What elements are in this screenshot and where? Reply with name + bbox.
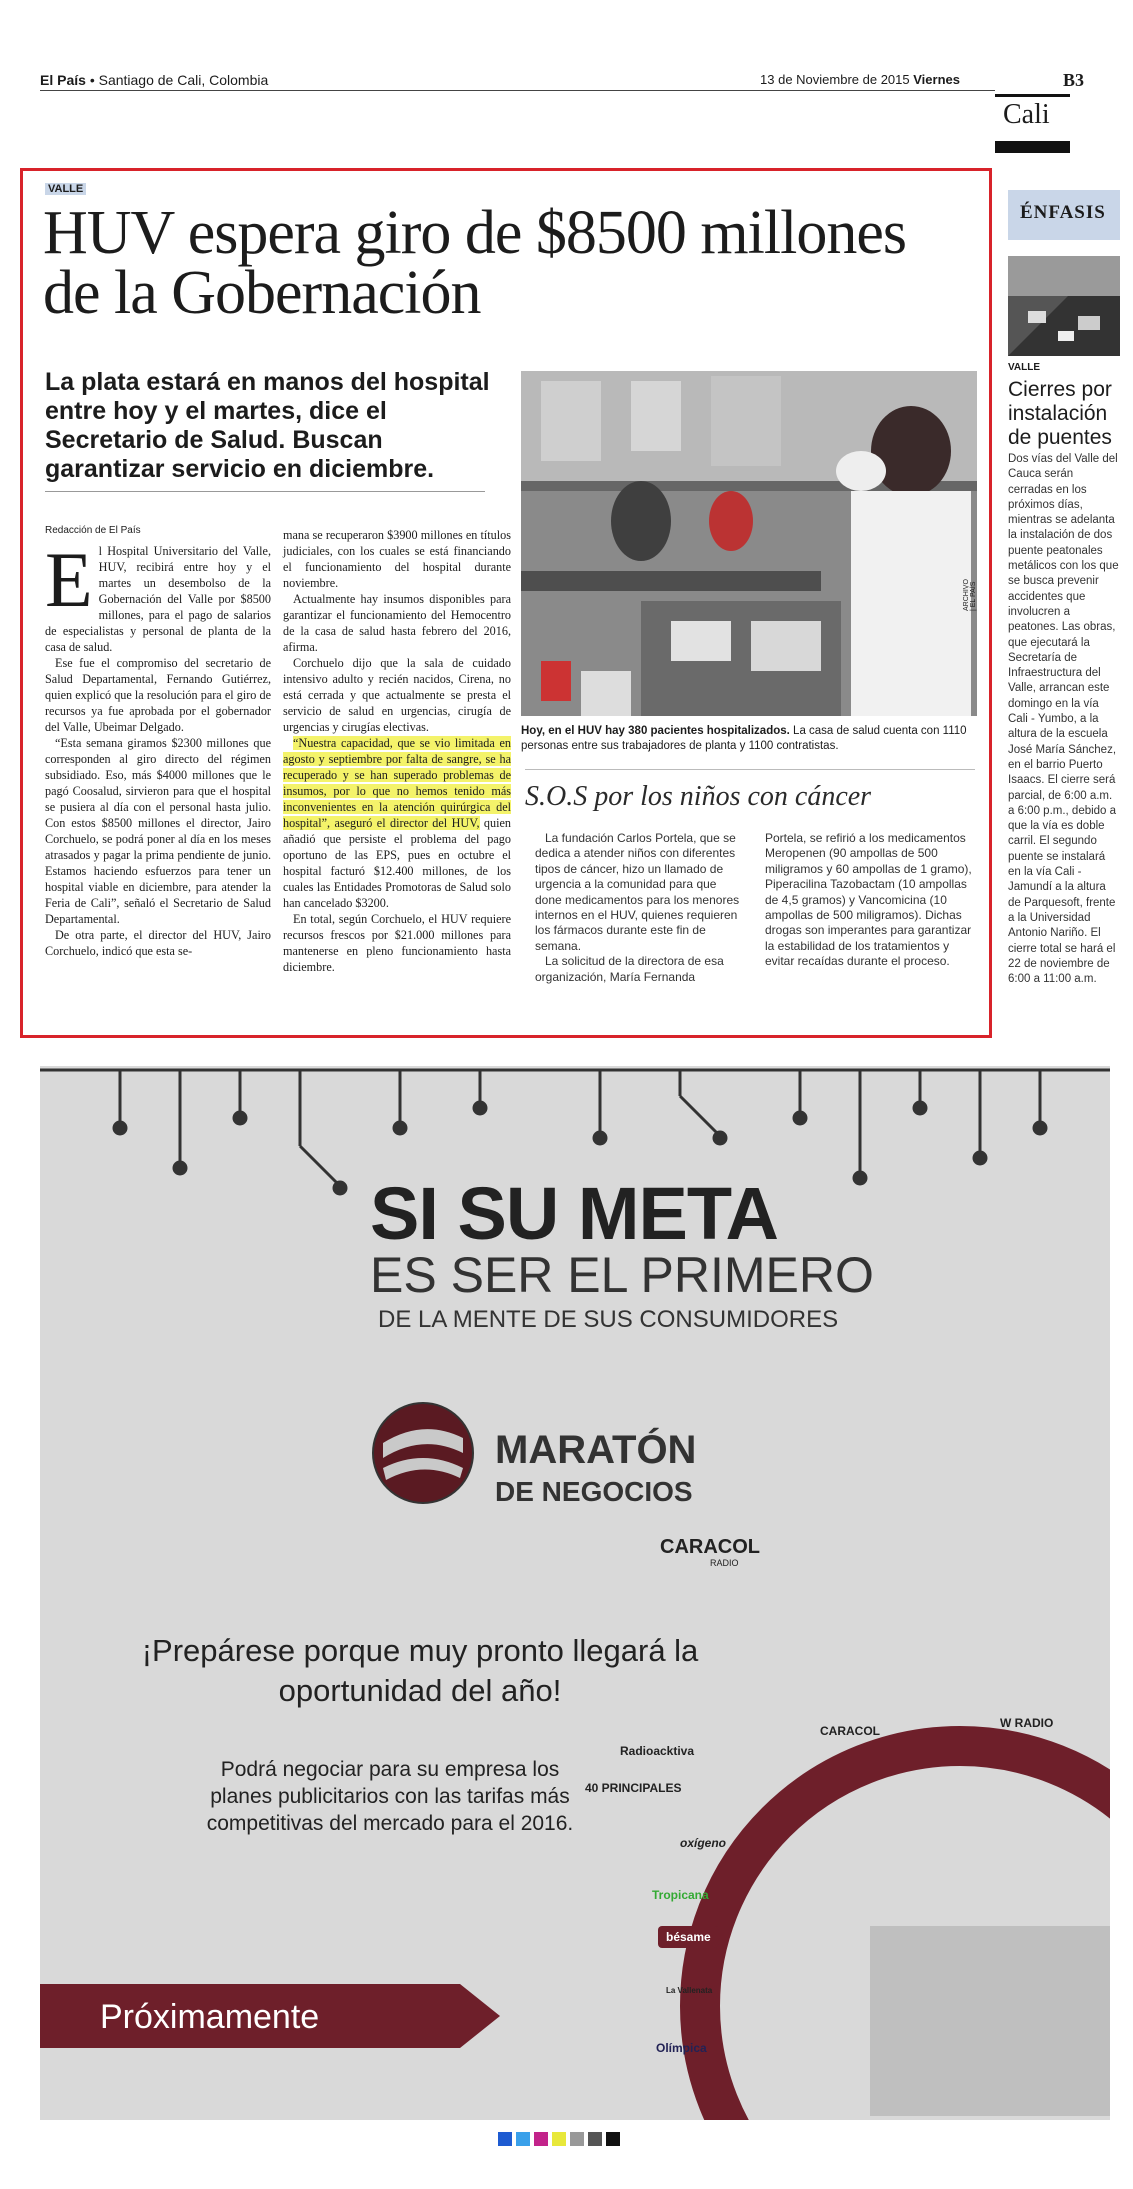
paragraph: De otra parte, el director del HUV, Jairo Corchuelo, indicó que esta se- (45, 928, 271, 958)
swatch (552, 2132, 566, 2146)
weekday-text: Viernes (913, 72, 960, 87)
station-logo: Tropicana (652, 1888, 709, 1902)
swatch (588, 2132, 602, 2146)
ad-headline: SI SU META (370, 1172, 778, 1255)
quote-continuation: quien añadió que persiste el problema del pago oportuno de las EPS, pues en octubre el hospital facturó $12.400 millones, de los cuales las Entidades Promotoras de Salud solo han cancelado $3200. (283, 816, 511, 910)
paragraph: Portela, se refirió a los medicamentos Meropenen (90 ampollas de 500 miligramos y 60 ampollas de 1 gramo), Piperacilina Tazobactam (10 ampollas de 4,5 gramos) y Vancomicina (10 ampollas de 500 miligramos). Dichas drogas son imperantes para garantizar la estabilidad de los tratamientos y evitar recaídas durante el proceso. (765, 831, 972, 969)
publication-line (40, 72, 268, 88)
ad-tagline: DE LA MENTE DE SUS CONSUMIDORES (378, 1306, 839, 1333)
paragraph: Corchuelo dijo que la sala de cuidado intensivo adulto y recién nacidos, Cirena, no está cerrada y que actualmente se presta el servicio de salud en urgencias, cirugía de urgencias y cirugías electivas. (283, 656, 511, 734)
quote-paragraph (283, 735, 511, 911)
swatch (534, 2132, 548, 2146)
sidebar-kicker: VALLE (1008, 362, 1041, 373)
station-logo: La Vallenata (666, 1986, 713, 1995)
cta-label: Próximamente (100, 1998, 320, 2036)
highlighted-quote: “Nuestra capacidad, que se vio limitada en agosto y septiembre por falta de sangre, se ha recuperado y se han superado problemas de insumos, por lo que no hemos tenido más inconvenientes en la atención quirúrgica del hospital”, aseguró el director del HUV, (283, 736, 511, 830)
sos-column-2 (765, 831, 975, 970)
ad-subheadline: ES SER EL PRIMERO (370, 1247, 874, 1303)
drop-cap: E (45, 536, 93, 623)
paragraph: La solicitud de la directora de esa organización, María Fernanda (535, 954, 724, 984)
main-story-frame (20, 168, 992, 1038)
paragraph: En total, según Corchuelo, el HUV requiere recursos frescos por $21.000 millones para mantenerse en pleno funcionamiento hasta diciembre. (283, 912, 511, 974)
story-headline: HUV espera giro de $8500 millones de la Gobernación (43, 199, 906, 327)
caracol-radio-label: RADIO (710, 1558, 739, 1568)
story-kicker: VALLE (45, 183, 86, 195)
station-logo: Olímpica (656, 2041, 707, 2055)
issue-date (760, 72, 960, 87)
sidebar-headline: Cierres por instalación de puentes (1008, 378, 1112, 449)
paragraph: mana se recuperaron $3900 millones en títulos judiciales, con los cuales se está financiando el funcionamiento del hospital durante noviembre. (283, 528, 511, 590)
story-column-1 (45, 536, 271, 959)
publication-name: El País (40, 72, 86, 88)
story-subhead: La plata estará en manos del hospital entre hoy y el martes, dice el Secretario de Salud. Buscan garantizar servicio en diciembre. (45, 368, 490, 483)
station-logo: Radioacktiva (620, 1744, 695, 1758)
ad-brand-title: MARATÓN (495, 1428, 697, 1472)
proximamente-banner (40, 1984, 500, 2048)
swatch (498, 2132, 512, 2146)
maraton-globe-icon (368, 1398, 478, 1508)
section-name: Cali (1003, 99, 1050, 130)
subhead-rule (45, 491, 485, 492)
caption-lead: Hoy, en el HUV hay 380 pacientes hospitalizados. (521, 725, 790, 737)
paragraph: “Esta semana giramos $2300 millones que corresponden al giro directo del régimen subsidiado. Eso, más $4000 millones que le pagó Coosalud, sirvieron para que el hospital se pusiera al día con el personal hasta julio. Con estos $8500 millones el director, Jairo Corchuelo, se podrá poner al día en los meses atrasados y pagar la prima pendiente de junio. Estamos haciendo esfuerzos para tener un hospital viable en diciembre, para atender la Feria de Cali”, señaló el Secretario de Salud Departamental. (45, 736, 271, 926)
caracol-logo: CARACOL (660, 1536, 760, 1558)
paragraph: La fundación Carlos Portela, que se dedica a atender niños con diferentes tipos de cáncer, hizo un llamado de urgencia a la comunidad para que done medicamentos para los menores internos en el HUV, quienes requieren los fármacos durante este fin de semana. (535, 831, 740, 953)
station-logo: bésame (658, 1926, 719, 1948)
laptop-photo (870, 1926, 1110, 2116)
caption-text: La casa de salud cuenta con 1110 personas entre sus trabajadores de planta y 1100 contratistas. (521, 725, 967, 752)
swatch (516, 2132, 530, 2146)
swatch (606, 2132, 620, 2146)
station-logo: 40 PRINCIPALES (585, 1781, 682, 1795)
story-column-2 (283, 527, 511, 975)
photo-caption (521, 724, 977, 754)
advertisement (40, 1066, 1110, 2120)
masthead (40, 62, 1110, 102)
sidebar-body: Dos vías del Valle del Cauca serán cerradas en los próximos días, mientras se adelanta la instalación de dos puente peatonales metálicos con los que se busca prevenir accidentes que involucren a peatones. Las obras, que ejecutará la Secretaría de Infraestructura del Valle, arrancan este domingo en la vía Cali - Yumbo, a la altura de la escuela José María Sánchez, en el barrio Puerto Isaacs. El cierre será parcial, de 6:00 a.m. a 6:00 p.m., debido a que la vía es doble carril. El segundo puente se instalará en la vía Cali - Jamundí a la altura de Parquesoft, frente a la Universidad Antonio Nariño. El cierre total se hará el 22 de noviembre de 6:00 a 11:00 a.m. (1008, 453, 1119, 986)
station-logo: CARACOL (820, 1724, 880, 1738)
printer-color-bar (498, 2132, 624, 2146)
ad-pitch: ¡Prepárese porque muy pronto llegará la oportunidad del año! (141, 1633, 699, 1708)
enfasis-label (1008, 190, 1120, 240)
publication-location: • Santiago de Cali, Colombia (89, 72, 269, 88)
ad-brand-subtitle: DE NEGOCIOS (495, 1476, 693, 1507)
photo-credit: ARCHIVO | EL PAÍS (963, 579, 977, 611)
paragraph: l Hospital Universitario del Valle, HUV, recibirá entre hoy y el martes un desembolso de la Gobernación del Valle por $8500 millones, para el pago de salarios de especialistas y personal de planta de la casa de salud. (45, 544, 271, 654)
story-byline: Redacción de El País (45, 525, 141, 536)
ad-offer: Podrá negociar para su empresa los planes publicitarios con las tarifas más competitivas del mercado para el 2016. (206, 1758, 574, 1835)
swatch (570, 2132, 584, 2146)
date-text: 13 de Noviembre de 2015 (760, 72, 910, 87)
paragraph: Ese fue el compromiso del secretario de Salud Departamental, Fernando Gutiérrez, quien explicó que la resolución para el giro de recursos ya fue aprobada por el gobernador del Valle, Ubeimar Delgado. (45, 656, 271, 734)
masthead-rule (40, 90, 995, 91)
paragraph: Actualmente hay insumos disponibles para garantizar el funcionamiento del Hemocentro de la casa de salud hasta febrero del 2016, afirma. (283, 592, 511, 654)
station-logo: oxígeno (680, 1836, 727, 1850)
section-tab (995, 94, 1070, 153)
sos-column-1 (535, 831, 745, 985)
page-number: B3 (1062, 70, 1084, 90)
enfasis-text: ÉNFASIS (1020, 202, 1106, 223)
road-photo (1008, 256, 1120, 356)
sos-headline: S.O.S por los niños con cáncer (525, 781, 872, 812)
station-logo: W RADIO (1000, 1716, 1054, 1730)
hospital-photo (521, 371, 977, 716)
sos-rule (525, 769, 975, 770)
